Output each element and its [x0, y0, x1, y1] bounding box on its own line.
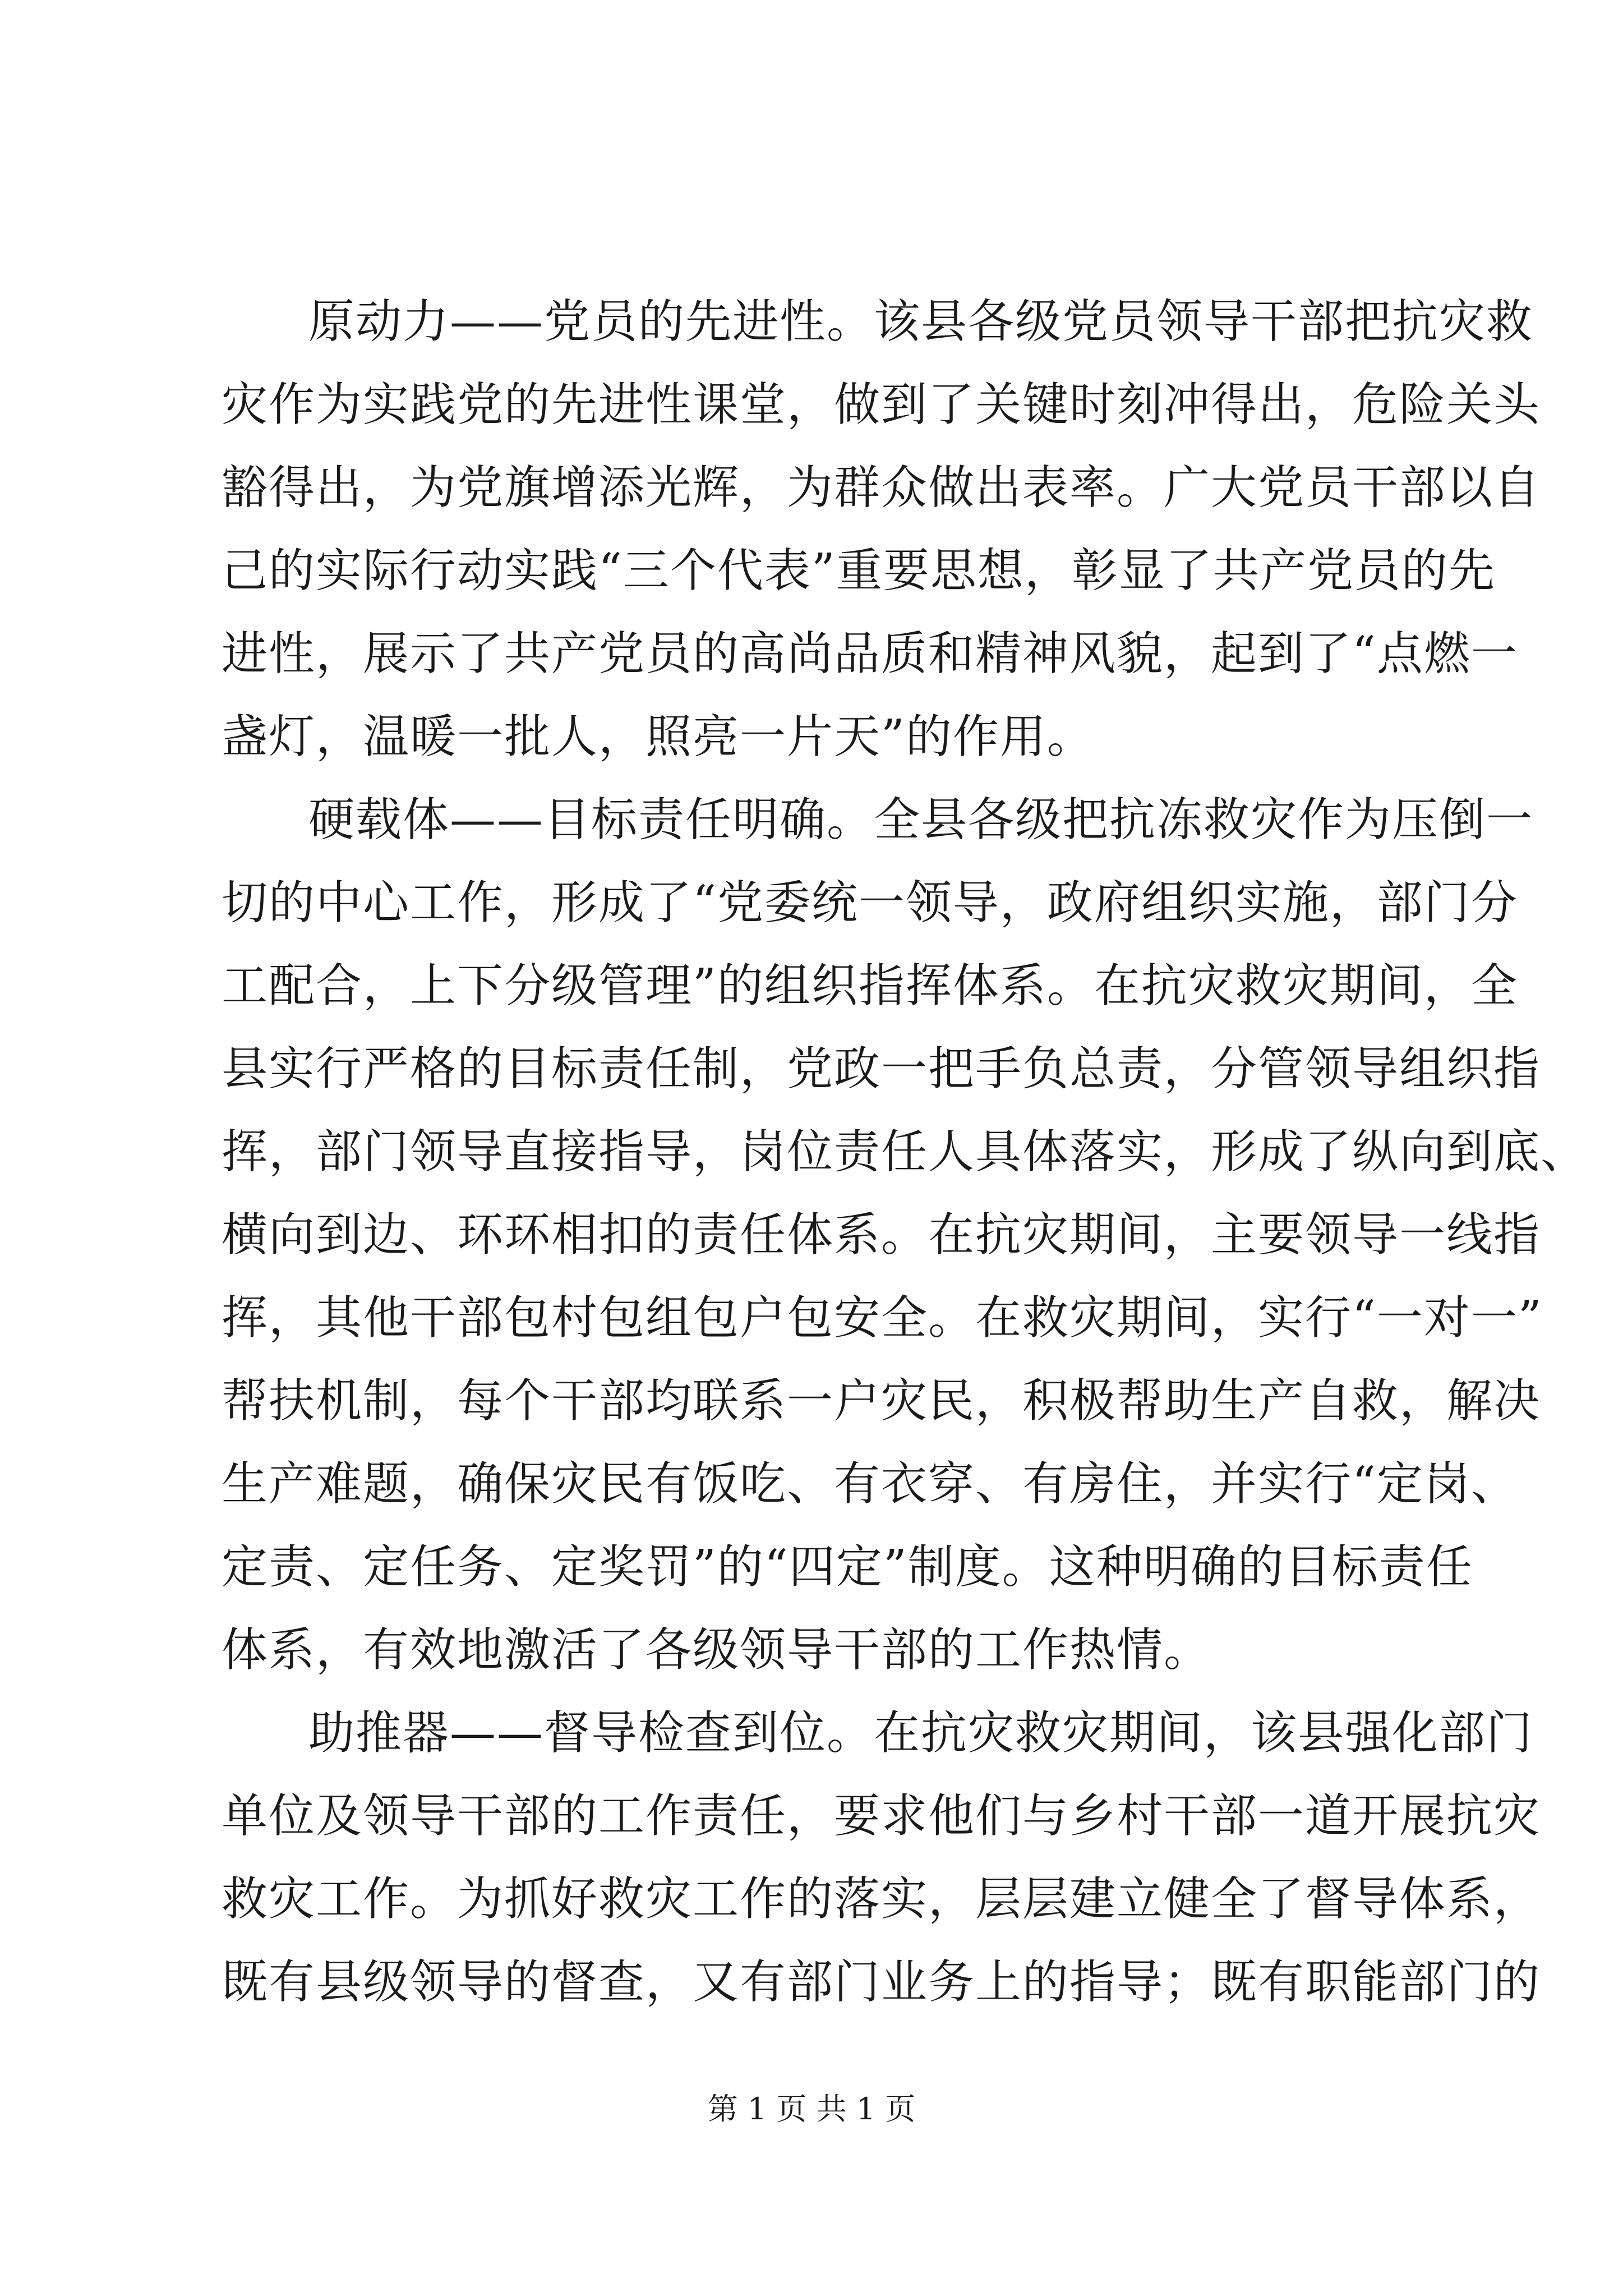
text-line: 体系，有效地激活了各级领导干部的工作热情。	[222, 1623, 1211, 1677]
text-line: 挥，其他干部包村包组包户包安全。在救灾期间，实行“一对一”	[222, 1291, 1543, 1345]
text-line: 切的中心工作，形成了“党委统一领导，政府组织实施，部门分	[222, 876, 1518, 930]
text-line: 工配合，上下分级管理”的组织指挥体系。在抗灾救灾期间，全	[222, 959, 1518, 1013]
page-footer: 第 1 页 共 1 页	[707, 2091, 916, 2127]
paragraph-yuandongli	[222, 280, 1541, 779]
text-line: 帮扶机制，每个干部均联系一户灾民，积极帮助生产自救，解决	[222, 1374, 1541, 1428]
text-line: 原动力——党员的先进性。该县各级党员领导干部把抗灾救	[308, 295, 1534, 348]
text-line: 横向到边、环环相扣的责任体系。在抗灾期间，主要领导一线指	[222, 1208, 1541, 1262]
text-line: 助推器——督导检查到位。在抗灾救灾期间，该县强化部门	[308, 1706, 1534, 1760]
text-line: 救灾工作。为抓好救灾工作的落实，层层建立健全了督导体系，	[222, 1872, 1541, 1926]
paragraph-zhutuiqi	[222, 1692, 1541, 2024]
text-line: 盏灯，温暖一批人，照亮一片天”的作用。	[222, 710, 1094, 763]
text-line: 进性，展示了共产党员的高尚品质和精神风貌，起到了“点燃一	[222, 627, 1518, 680]
text-line: 豁得出，为党旗增添光辉，为群众做出表率。广大党员干部以自	[222, 461, 1541, 514]
text-line: 灾作为实践党的先进性课堂，做到了关键时刻冲得出，危险关头	[222, 378, 1541, 431]
text-line: 生产难题，确保灾民有饭吃、有衣穿、有房住，并实行“定岗、	[222, 1457, 1518, 1511]
text-line: 挥，部门领导直接指导，岗位责任人具体落实，形成了纵向到底、	[222, 1125, 1588, 1179]
document-body	[222, 280, 1588, 2024]
text-line: 县实行严格的目标责任制，党政一把手负总责，分管领导组织指	[222, 1042, 1541, 1096]
text-line: 单位及领导干部的工作责任，要求他们与乡村干部一道开展抗灾	[222, 1789, 1541, 1843]
text-line: 己的实际行动实践“三个代表”重要思想，彰显了共产党员的先	[222, 544, 1496, 597]
text-line: 硬载体——目标责任明确。全县各级把抗冻救灾作为压倒一	[308, 793, 1534, 846]
text-line: 既有县级领导的督查，又有部门业务上的指导；既有职能部门的	[222, 1955, 1541, 2009]
text-line: 定责、定任务、定奖罚”的“四定”制度。这种明确的目标责任	[222, 1540, 1473, 1594]
paragraph-yingzaiti	[222, 779, 1588, 1692]
